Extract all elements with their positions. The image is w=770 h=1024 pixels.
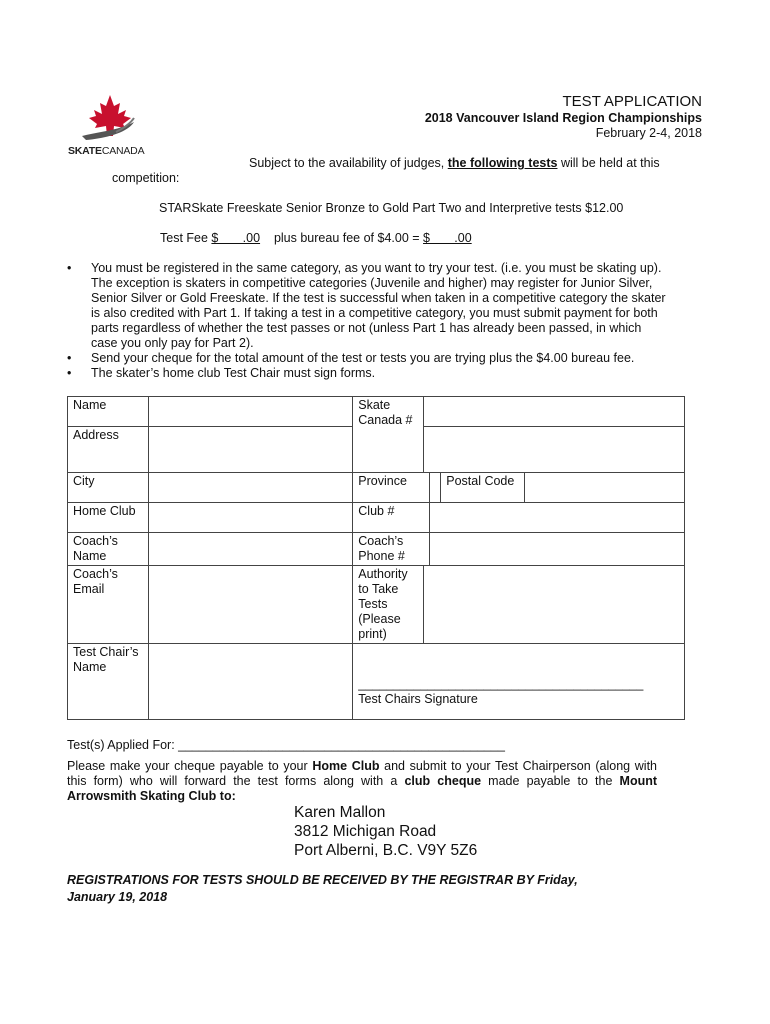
home-club-label: Home Club (68, 503, 149, 533)
mailing-address (294, 803, 477, 860)
intro-emphasis: the following tests (447, 156, 558, 170)
skate-canada-logo (68, 92, 152, 160)
address-city: Port Alberni, B.C. V9Y 5Z6 (294, 842, 478, 859)
list-item: • The skater’s home club Test Chair must sign forms. (67, 366, 667, 381)
city-field[interactable] (148, 473, 352, 503)
club-number-field[interactable] (430, 503, 685, 533)
intro-text (249, 156, 660, 170)
instruction-text: and submit to your Test Chairperson (along with this form) who will forward the test forms along with a (67, 759, 657, 788)
skate-canada-label: Skate Canada # (353, 397, 424, 473)
maple-leaf-icon (68, 92, 152, 148)
coach-email-field[interactable] (148, 566, 352, 644)
fee-total-blank[interactable]: $ .00 (423, 231, 472, 245)
skate-canada-field[interactable] (424, 397, 685, 427)
event-date: February 2-4, 2018 (595, 126, 702, 140)
registration-deadline: REGISTRATIONS FOR TESTS SHOULD BE RECEIVED BY THE REGISTRAR BY Friday, January 19, 2018 (67, 873, 578, 904)
postal-code-field[interactable] (525, 473, 685, 503)
address-field[interactable] (148, 427, 352, 473)
intro-pre: Subject to the availability of judges, (249, 156, 448, 170)
coach-name-label: Coach’s Name (68, 533, 149, 566)
instruction-text: made payable to the (481, 774, 620, 788)
signature-line: _________________________________________ (358, 677, 644, 691)
name-label: Name (68, 397, 149, 427)
name-field[interactable] (148, 397, 352, 427)
phone-field[interactable] (424, 427, 685, 473)
club-cheque-emphasis: club cheque (404, 774, 482, 788)
event-name: 2018 Vancouver Island Region Championships (424, 111, 702, 125)
authority-label: Authority to Take Tests (Please print) (353, 566, 424, 644)
fee-line (160, 231, 472, 245)
city-label: City (68, 473, 149, 503)
coach-name-field[interactable] (148, 533, 352, 566)
payment-instructions (67, 759, 657, 804)
test-chair-field[interactable] (148, 644, 352, 720)
address-label: Address (68, 427, 149, 473)
fee-label: Test Fee (160, 231, 212, 245)
intro-text-line2: competition: (112, 171, 180, 185)
test-chair-label: Test Chair’s Name (68, 644, 149, 720)
logo-brand-regular: CANADA (101, 145, 145, 157)
home-club-field[interactable] (148, 503, 352, 533)
coach-email-label: Coach’s Email (68, 566, 149, 644)
coach-phone-label: Coach’s Phone # (353, 533, 430, 566)
club-name-emphasis: Mount Arrowsmith Skating Club to: (67, 774, 658, 803)
province-label: Province (353, 473, 430, 503)
tests-applied-for[interactable]: Test(s) Applied For: _______________________________________________ (67, 738, 505, 752)
test-description: STARSkate Freeskate Senior Bronze to Gold Part Two and Interpretive tests $12.00 (159, 201, 624, 215)
address-name: Karen Mallon (294, 804, 386, 821)
rules-list (67, 261, 667, 381)
signature-label: Test Chairs Signature (358, 692, 478, 706)
fee-middle: plus bureau fee of $4.00 = (260, 231, 424, 245)
address-street: 3812 Michigan Road (294, 823, 437, 840)
postal-code-label: Postal Code (441, 473, 525, 503)
club-number-label: Club # (353, 503, 430, 533)
logo-brand-bold: SKATE (68, 145, 102, 157)
list-item: • Send your cheque for the total amount of the test or tests you are trying plus the $4.00 bureau fee. (67, 351, 667, 366)
province-field[interactable] (430, 473, 441, 503)
fee-blank[interactable]: $ .00 (211, 231, 261, 245)
page-title: TEST APPLICATION (562, 93, 702, 110)
authority-field[interactable] (424, 566, 685, 644)
home-club-emphasis: Home Club (312, 759, 380, 773)
coach-phone-field[interactable] (430, 533, 685, 566)
list-item: • You must be registered in the same category, as you want to try your test. (i.e. you must be skating up). The exception is skaters in competitive categories (Juvenile and higher) may register for Junior Silver, Senior Silver or Gold Freeskate. If the test is successful when taken in a competitive category the skater is also credited with Part 1. If taking a test in a competitive category, you must submit payment for both parts regardless of whether the test passes or not (unless Part 1 has already been passed, in which case you only pay for Part 2). (67, 261, 667, 351)
registration-form (67, 396, 685, 720)
signature-cell[interactable] (353, 644, 685, 720)
instruction-text: Please make your cheque payable to your (67, 759, 313, 773)
intro-post: will be held at this (557, 156, 660, 170)
